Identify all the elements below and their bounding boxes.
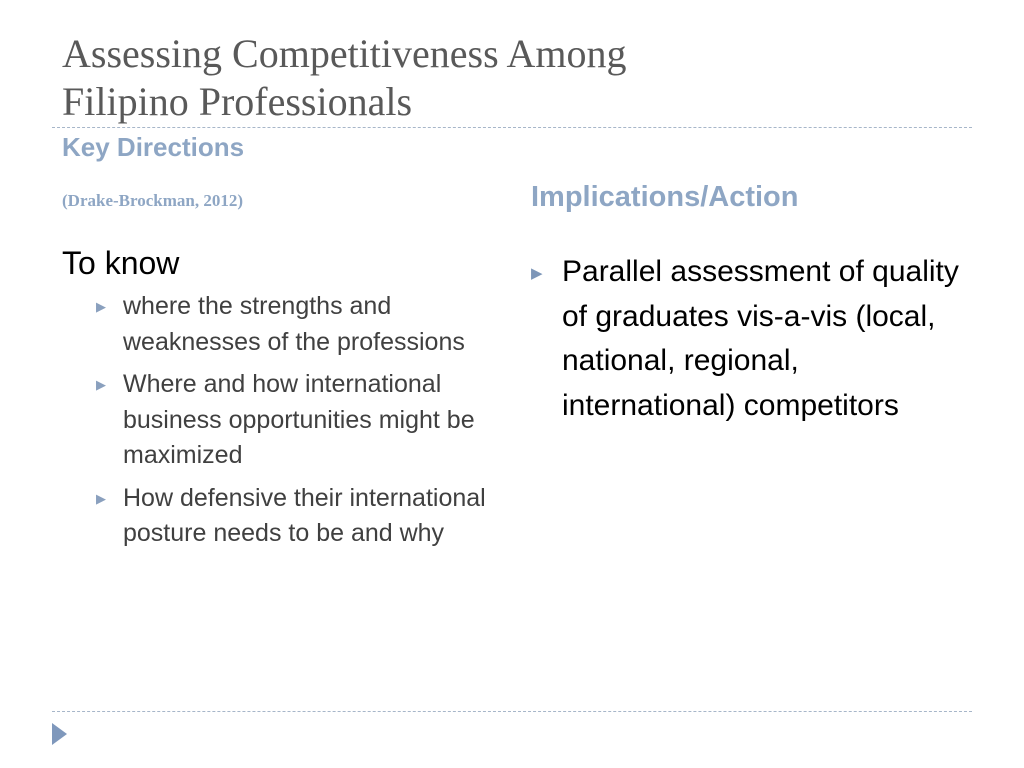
list-item-text: where the strengths and weaknesses of the professions <box>123 292 465 356</box>
footer-divider <box>52 711 972 712</box>
triangle-right-icon: ▶ <box>96 490 106 506</box>
list-item <box>62 289 502 360</box>
list-item-text: Parallel assessment of quality of graduates vis-a-vis (local, national, regional, international) competitors <box>562 255 959 422</box>
triangle-right-icon: ▶ <box>96 299 106 314</box>
left-lead-text: To know <box>62 245 180 281</box>
left-column-citation: (Drake-Brockman, 2012) <box>62 191 243 210</box>
list-item <box>62 367 502 474</box>
left-bullet-list <box>62 289 502 552</box>
list-item <box>531 250 976 428</box>
left-column-content <box>62 243 502 559</box>
triangle-right-icon: ▶ <box>96 377 106 392</box>
slide-title-line-1: Assessing Competitiveness Among <box>62 31 627 76</box>
list-item-text: Where and how international business opportunities might be maximized <box>123 370 475 469</box>
slide-title-line-2: Filipino Professionals <box>62 79 413 124</box>
list-item-text: How defensive their international posture needs to be and why <box>123 483 486 547</box>
list-item <box>62 481 502 552</box>
left-column-heading: Key Directions <box>62 132 245 162</box>
triangle-right-icon: ▶ <box>531 265 543 282</box>
slide-title <box>62 30 962 126</box>
right-column-content <box>531 250 976 428</box>
title-divider <box>52 127 972 128</box>
right-column-heading: Implications/Action <box>531 181 799 213</box>
next-slide-arrow-icon[interactable] <box>52 723 67 745</box>
